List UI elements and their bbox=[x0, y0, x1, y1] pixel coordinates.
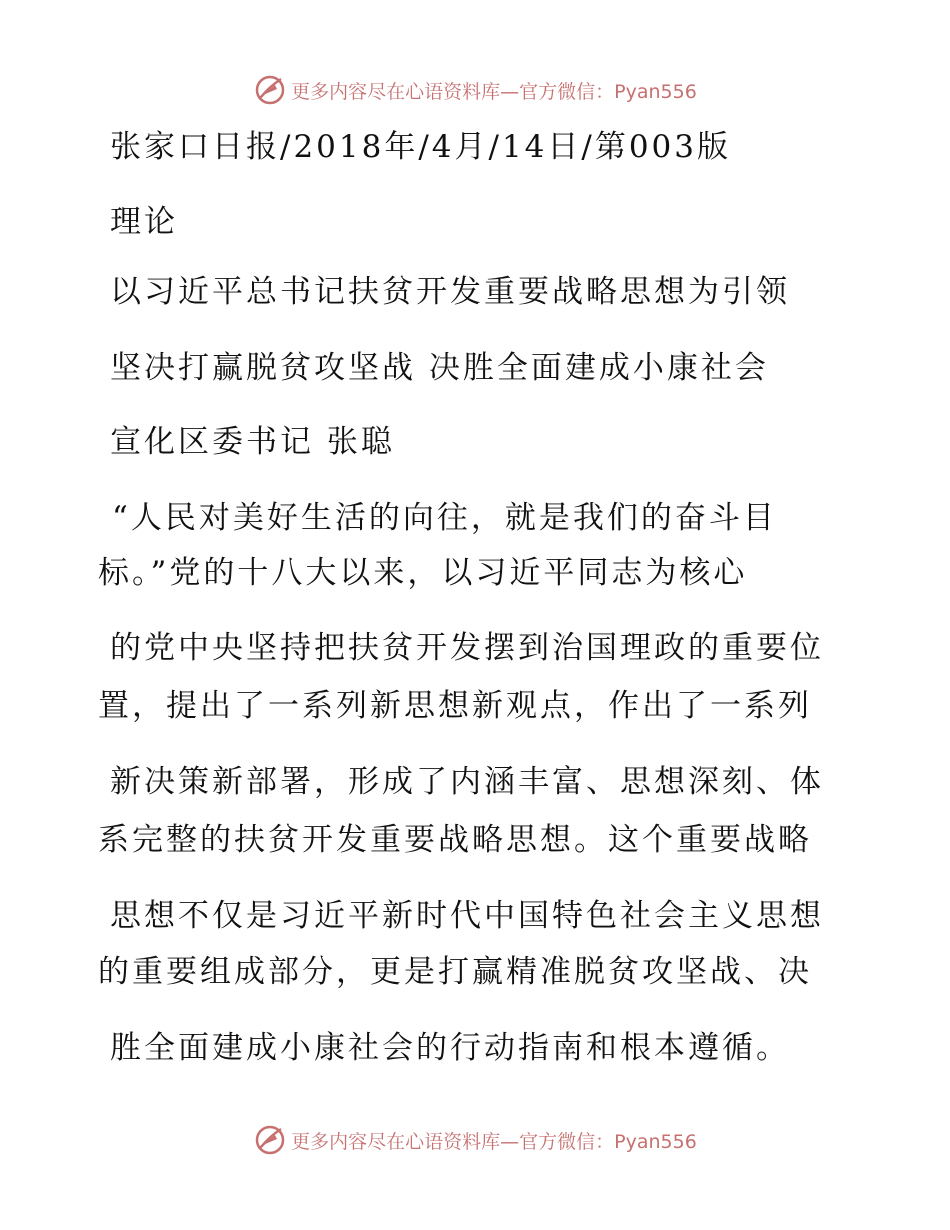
pen-logo-icon bbox=[253, 1123, 287, 1157]
article-author: 宣化区委书记 张聪 bbox=[110, 424, 395, 460]
article-source: 张家口日报/2018年/4月/14日/第003版 bbox=[110, 129, 732, 165]
body-line: 思想不仅是习近平新时代中国特色社会主义思想 bbox=[110, 898, 824, 934]
article-title-line2: 坚决打赢脱贫攻坚战 决胜全面建成小康社会 bbox=[110, 350, 769, 386]
watermark-bottom bbox=[0, 1120, 950, 1160]
body-line: 系完整的扶贫开发重要战略思想。这个重要战略 bbox=[98, 822, 812, 858]
pen-logo-icon bbox=[253, 73, 287, 107]
body-line: 的重要组成部分，更是打赢精准脱贫攻坚战、决 bbox=[98, 954, 812, 990]
watermark-text: 更多内容尽在心语资料库—官方微信：Pyan556 bbox=[291, 1130, 697, 1153]
article-title-line1: 以习近平总书记扶贫开发重要战略思想为引领 bbox=[110, 274, 790, 310]
body-line: 胜全面建成小康社会的行动指南和根本遵循。 bbox=[110, 1030, 790, 1066]
article-section: 理论 bbox=[110, 204, 178, 240]
body-line: “人民对美好生活的向往，就是我们的奋斗目 bbox=[112, 500, 777, 536]
body-line: 标。”党的十八大以来，以习近平同志为核心 bbox=[98, 555, 748, 591]
body-line: 的党中央坚持把扶贫开发摆到治国理政的重要位 bbox=[110, 630, 824, 666]
watermark-top bbox=[0, 70, 950, 110]
body-line: 新决策新部署，形成了内涵丰富、思想深刻、体 bbox=[110, 764, 824, 800]
watermark-text: 更多内容尽在心语资料库—官方微信：Pyan556 bbox=[291, 80, 697, 103]
body-line: 置，提出了一系列新思想新观点，作出了一系列 bbox=[98, 688, 812, 724]
